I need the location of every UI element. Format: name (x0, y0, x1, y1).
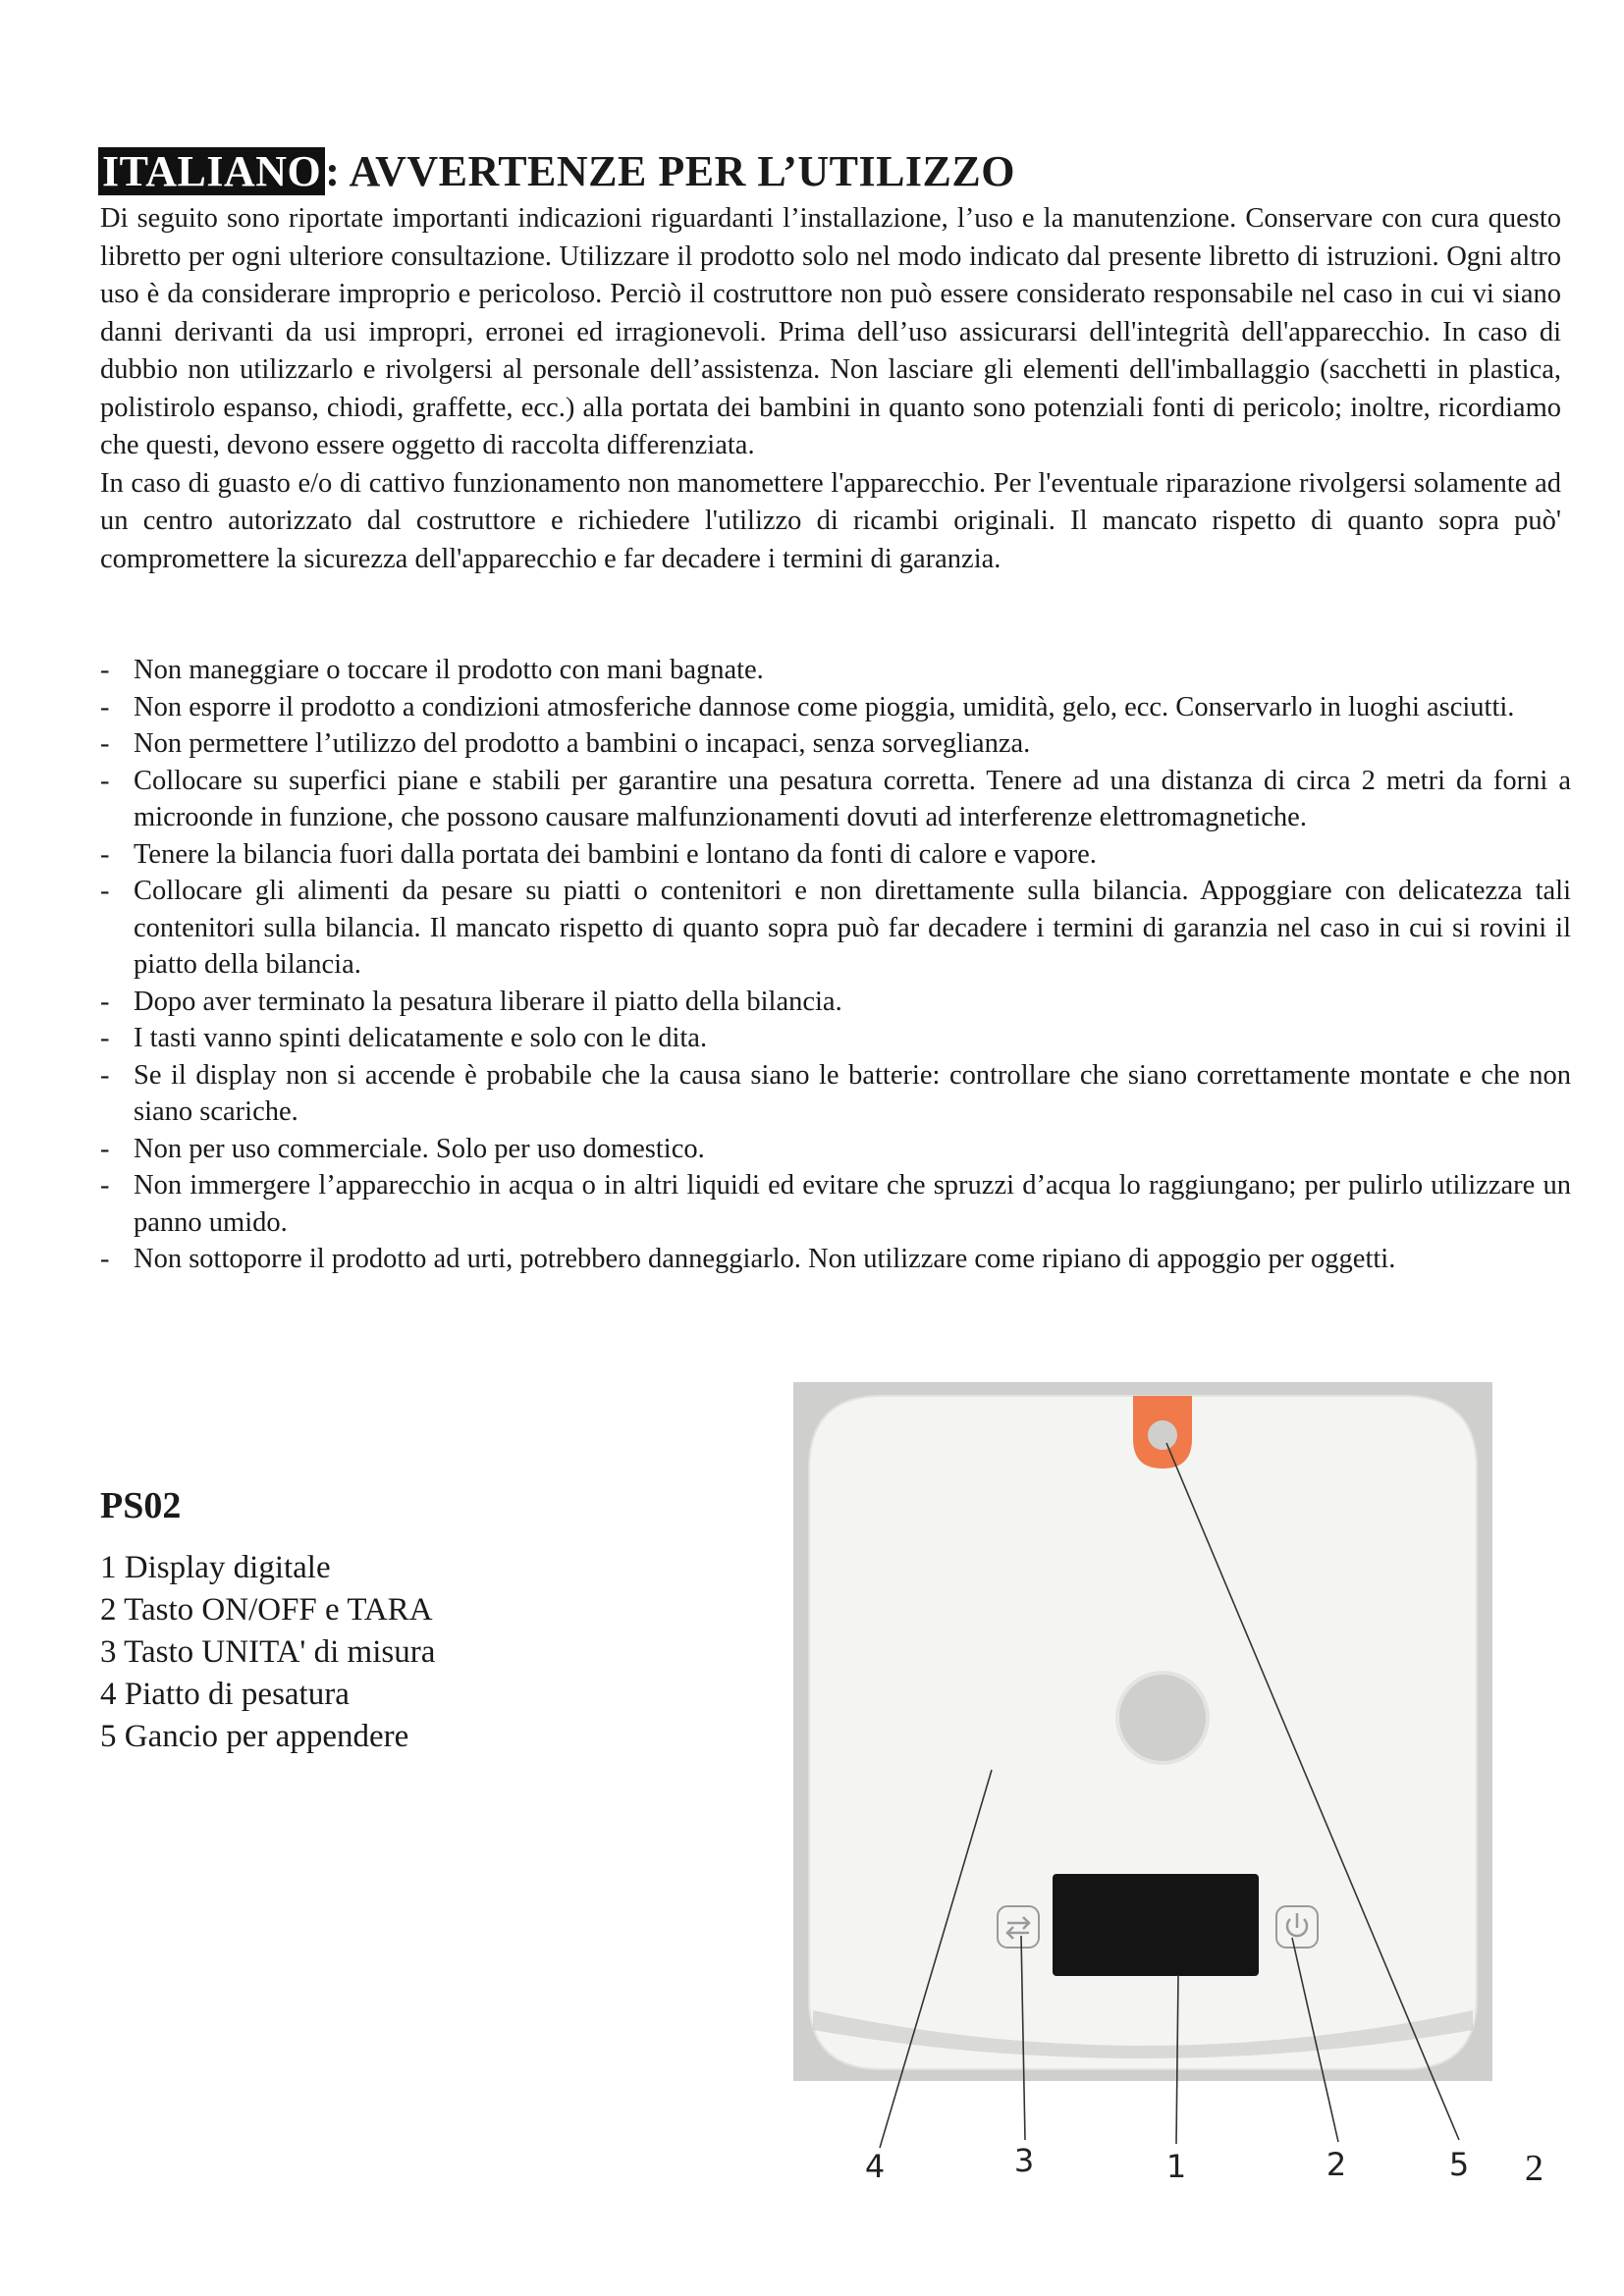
bullet-dash: - (100, 986, 110, 1017)
bullet-dash: - (100, 765, 110, 796)
warning-item: - Non esporre il prodotto a condizioni atmosferiche dannose come pioggia, umidità, gelo, ecc. Conservarlo in luoghi asciutti. (98, 689, 1571, 726)
part-item-power-button: 2 Tasto ON/OFF e TARA (100, 1592, 433, 1628)
warning-item: - Non permettere l’utilizzo del prodotto a bambini o incapaci, senza sorveglianza. (98, 725, 1571, 763)
scale-figure (793, 1382, 1492, 2187)
title-text: : AVVERTENZE PER L’UTILIZZO (325, 147, 1015, 195)
intro-paragraph-1: Di seguito sono riportate importanti indicazioni riguardanti l’installazione, l’uso e la manutenzione. Conservare con cura questo libretto per ogni ulteriore consultazione. Utilizzare il prodotto solo nel modo indicato dal presente libretto di istruzioni. Ogni altro uso è da considerare improprio e pericoloso. Perciò il costruttore non può essere considerato responsabile nel caso in cui vi siano danni derivanti da usi impropri, erronei ed irragionevoli. Prima dell’uso assicurarsi dell'integrità dell'apparecchio. In caso di dubbio non utilizzarlo e rivolgersi al personale dell’assistenza. Non lasciare gli elementi dell'imballaggio (sacchetti in plastica, polistirolo espanso, chiodi, graffette, ecc.) alla portata dei bambini in quanto sono potenziali fonti di pericolo; inoltre, ricordiamo che questi, devono essere oggetto di raccolta differenziata. (100, 203, 1561, 460)
bullet-dash: - (100, 1244, 110, 1274)
part-item-display: 1 Display digitale (100, 1550, 331, 1585)
bullet-dash: - (100, 1059, 110, 1091)
intro-paragraph-2: In caso di guasto e/o di cattivo funzionamento non manomettere l'apparecchio. Per l'eventuale riparazione rivolgersi solamente ad un centro autorizzato dal costruttore e richiedere l'utilizzo di ricambi originali. Il mancato rispetto di quanto sopra può' compromettere la sicurezza dell'apparecchio e far decadere i termini di garanzia. (100, 467, 1561, 574)
warning-item: - Non immergere l’apparecchio in acqua o in altri liquidi ed evitare che spruzzi d’acqua lo raggiungano; per pulirlo utilizzare un panno umido. (98, 1167, 1571, 1241)
bullet-dash: - (100, 838, 110, 870)
warning-item: - Se il display non si accende è probabile che la causa siano le batterie: controllare che siano correttamente montate e che non siano scariche. (98, 1057, 1571, 1131)
part-item-weighing-plate: 4 Piatto di pesatura (100, 1677, 350, 1712)
model-heading: PS02 (100, 1485, 182, 1526)
page-title (98, 145, 1015, 198)
bullet-dash: - (100, 728, 110, 759)
warning-item: - Dopo aver terminato la pesatura liberare il piatto della bilancia. (98, 984, 1571, 1021)
part-item-unit-button: 3 Tasto UNITA' di misura (100, 1634, 436, 1670)
bullet-dash: - (100, 691, 110, 722)
bullet-dash: - (100, 876, 110, 906)
hook-hole (1148, 1420, 1177, 1450)
language-label: ITALIANO (98, 147, 325, 195)
warnings-list (98, 652, 1571, 1278)
warning-item: - I tasti vanno spinti delicatamente e solo con le dita. (98, 1020, 1571, 1057)
callout-4: 4 (864, 2148, 886, 2185)
center-mark (1117, 1673, 1208, 1763)
bullet-dash: - (100, 655, 110, 685)
warning-item: - Non per uso commerciale. Solo per uso domestico. (98, 1131, 1571, 1168)
bullet-dash: - (100, 1133, 110, 1164)
parts-list (100, 1547, 435, 1758)
digital-display (1053, 1874, 1259, 1976)
callout-3: 3 (1013, 2142, 1035, 2179)
warning-item: - Non maneggiare o toccare il prodotto con mani bagnate. (98, 652, 1571, 689)
callout-1: 1 (1165, 2148, 1187, 2185)
bullet-dash: - (100, 1023, 110, 1053)
intro-text (100, 200, 1561, 578)
warning-item: - Collocare su superfici piane e stabili per garantire una pesatura corretta. Tenere ad una distanza di circa 2 metri da forni a microonde in funzione, che possono causare malfunzionamenti dovuti ad interferenze elettromagnetiche. (98, 763, 1571, 836)
callout-2: 2 (1326, 2146, 1347, 2183)
part-item-hanging-hook: 5 Gancio per appendere (100, 1719, 409, 1754)
warning-item: - Collocare gli alimenti da pesare su piatti o contenitori e non direttamente sulla bilancia. Appoggiare con delicatezza tali contenitori sulla bilancia. Il mancato rispetto di quanto sopra può far decadere i termini di garanzia nel caso in cui si rovini il piatto della bilancia. (98, 873, 1571, 984)
warning-item: - Non sottoporre il prodotto ad urti, potrebbero danneggiarlo. Non utilizzare come ripiano di appoggio per oggetti. (98, 1241, 1571, 1278)
callout-5: 5 (1448, 2146, 1470, 2183)
bullet-dash: - (100, 1170, 110, 1201)
page-number: 2 (1525, 2148, 1543, 2189)
warning-item: - Tenere la bilancia fuori dalla portata dei bambini e lontano da fonti di calore e vapore. (98, 836, 1571, 874)
